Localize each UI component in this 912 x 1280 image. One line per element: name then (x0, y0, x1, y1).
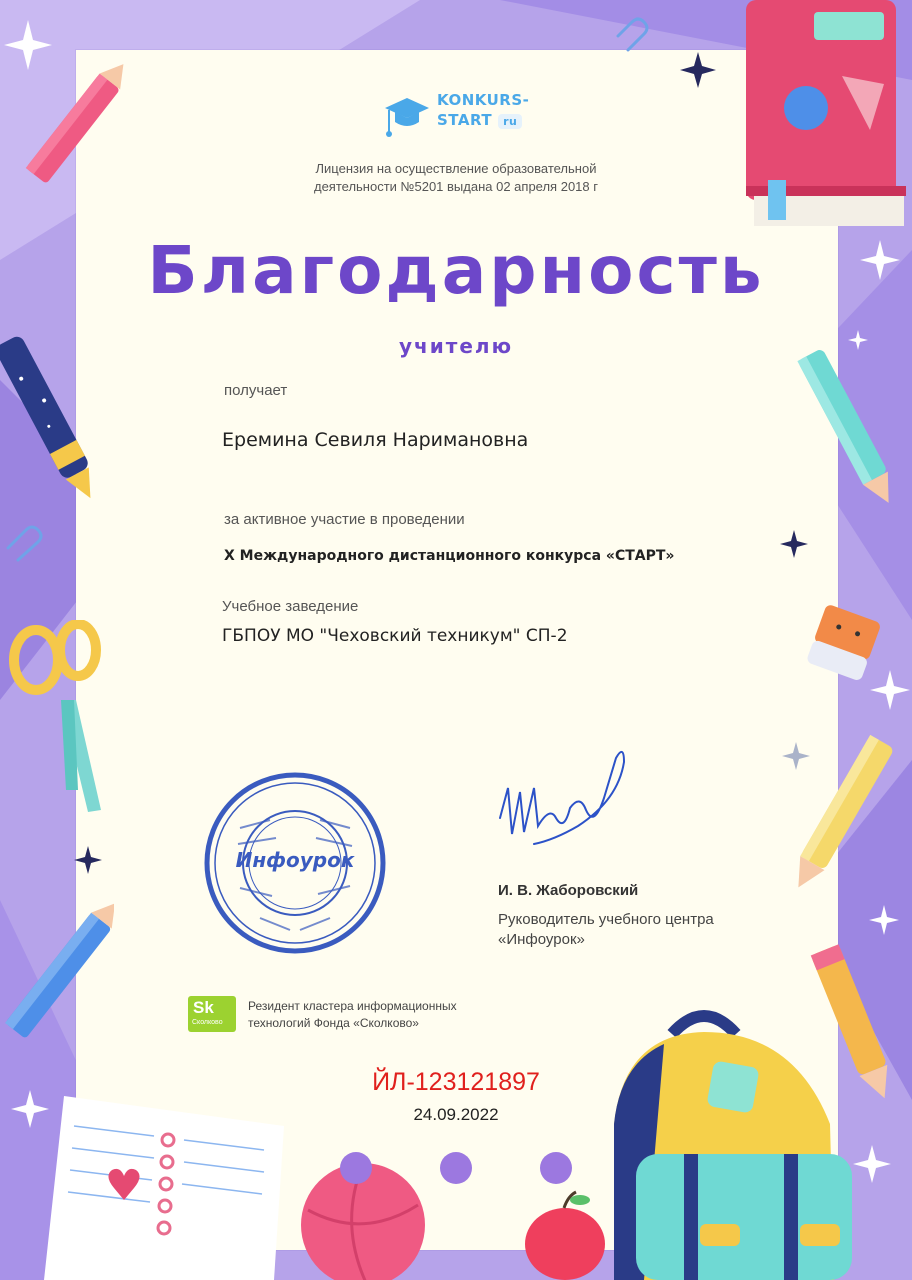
graduation-cap-icon (383, 92, 431, 140)
sparkle-icon (869, 905, 899, 935)
activity-label: за активное участие в проведении (224, 511, 465, 528)
signature (494, 748, 634, 866)
star-icon (780, 530, 808, 558)
contest-name: X Международного дистанционного конкурса «СТАРТ» (224, 548, 675, 564)
license-line1: Лицензия на осуществление образовательной (315, 161, 597, 176)
pencil-icon (6, 56, 126, 216)
logo-line1: KONKURS- (437, 91, 530, 109)
recipient-label: получает (224, 382, 288, 399)
resident-line2: технологий Фонда «Сколково» (248, 1016, 419, 1030)
skolkovo-mark-small: Сколково (192, 1019, 223, 1026)
certificate-title: Благодарность (147, 232, 765, 309)
scissors-icon (6, 620, 116, 820)
bead-icons (330, 1148, 580, 1188)
eraser-icon (800, 592, 890, 692)
skolkovo-mark: Sk (193, 998, 214, 1017)
star-icon (74, 846, 102, 874)
notebook-icon (44, 1096, 294, 1280)
skolkovo-logo (188, 996, 236, 1032)
pen-icon (0, 330, 100, 510)
license-text (200, 160, 712, 196)
skolkovo-resident-text (248, 998, 457, 1032)
paperclip-icon (8, 527, 41, 560)
signer-role-line2: «Инфоурок» (498, 931, 585, 948)
resident-line1: Резидент кластера информационных (248, 999, 457, 1013)
license-line2: деятельности №5201 выдана 02 апреля 2018 г (313, 179, 598, 194)
sparkle-icon (860, 240, 900, 280)
logo-domain: ru (498, 114, 522, 129)
signer-role (498, 910, 714, 950)
logo-text (437, 90, 529, 130)
signer-name: И. В. Жаборовский (498, 882, 639, 899)
logo-line2: START (437, 111, 493, 129)
official-seal (200, 768, 390, 958)
pencil-icon (4, 900, 114, 1050)
star-icon (680, 52, 716, 88)
certificate-subtitle: учителю (398, 334, 514, 358)
signer-role-line1: Руководитель учебного центра (498, 911, 714, 928)
paperclip-icon (618, 19, 647, 50)
seal-center-text: Инфоурок (235, 848, 355, 872)
document-number: ЙЛ-123121897 (372, 1068, 540, 1096)
institution-label: Учебное заведение (222, 598, 359, 615)
institution-name: ГБПОУ МО "Чеховский техникум" СП-2 (222, 626, 568, 646)
document-date: 24.09.2022 (413, 1105, 499, 1124)
book-icon (736, 0, 912, 236)
pencil-icon (784, 730, 894, 900)
konkurs-start-logo (383, 88, 583, 140)
recipient-name: Еремина Севиля Наримановна (222, 429, 529, 451)
pencil-icon (790, 340, 912, 520)
backpack-icon (594, 1004, 864, 1280)
